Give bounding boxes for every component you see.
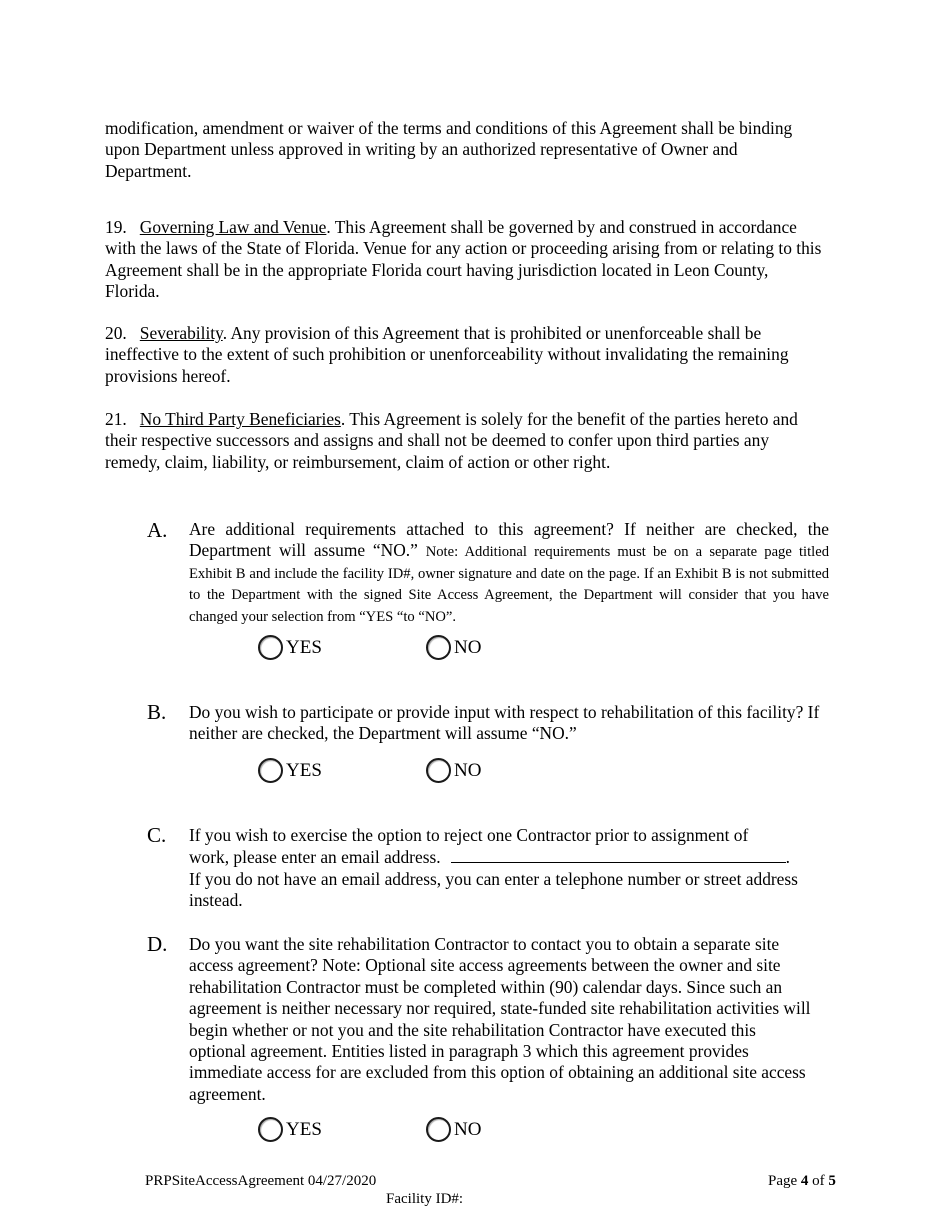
question-a-prompt: Are additional requirements attached to this agreement? If neither are checked, the Department will assume “NO.”: [189, 519, 829, 561]
section-number: 21.: [105, 409, 127, 429]
section-20: [105, 323, 825, 387]
email-input-line[interactable]: [451, 846, 786, 863]
question-c-text: [189, 825, 829, 912]
page-total: 5: [828, 1173, 836, 1189]
question-c-line3: If you do not have an email address, you can enter a telephone number or street address instead.: [189, 868, 798, 911]
question-c-line2: [189, 846, 829, 868]
blank-period: .: [785, 847, 790, 868]
page-of: of: [808, 1173, 829, 1189]
question-d-no-option[interactable]: [426, 1117, 481, 1142]
question-a-note: Note: Additional requirements must be on a separate page titled Exhibit B and include the facility ID#, owner signature and date on the page. If an Exhibit B is not submitted to the Department with the signed Site Access Agreement, the Department will consider that you have changed your selection from “YES “to “NO”.: [189, 544, 829, 625]
question-a-no-radio[interactable]: [426, 635, 451, 660]
question-c-line1: If you wish to exercise the option to reject one Contractor prior to assignment of: [189, 825, 749, 845]
section-heading: Severability: [139, 323, 223, 343]
section-heading: Governing Law and Venue: [139, 217, 327, 237]
section-text: . This Agreement is solely for the benefit of the parties hereto and their respective successors and assigns and shall not be deemed to confer upon third parties any remedy, claim, liability, or reimbursement, claim of action or other right.: [105, 409, 798, 472]
question-b-no-radio[interactable]: [426, 758, 451, 783]
no-label: NO: [454, 636, 482, 658]
question-b-yes-option[interactable]: [258, 758, 322, 783]
question-a-yes-radio[interactable]: [258, 635, 283, 660]
section-heading: No Third Party Beneficiaries: [139, 409, 341, 429]
question-b-no-option[interactable]: [426, 758, 481, 783]
section-number: 20.: [105, 323, 127, 343]
question-b-yes-radio[interactable]: [258, 758, 283, 783]
question-c-letter: C.: [147, 823, 167, 847]
question-d-yes-radio[interactable]: [258, 1117, 283, 1142]
section-19: [105, 217, 825, 303]
section-number: 19.: [105, 217, 127, 237]
section-text: . Any provision of this Agreement that is prohibited or unenforceable shall be ineffective to the extent of such prohibition or unenforceability without invalidating the remaining provisions hereof.: [105, 323, 789, 386]
question-a-no-option[interactable]: [426, 635, 481, 660]
yes-label: YES: [286, 636, 322, 658]
question-a-letter: A.: [147, 518, 168, 542]
question-a-text: [189, 519, 829, 626]
footer-doc-id: PRPSiteAccessAgreement 04/27/2020: [145, 1173, 377, 1189]
page-current: 4: [800, 1173, 809, 1189]
question-c-email-prompt: work, please enter an email address.: [189, 847, 441, 868]
footer-facility-id: Facility ID#:: [386, 1191, 464, 1207]
question-b-text: Do you wish to participate or provide input with respect to rehabilitation of this facility? If neither are checked, the Department will assume “NO.”: [189, 702, 820, 744]
yes-label: YES: [286, 1118, 322, 1140]
question-a-yes-option[interactable]: [258, 635, 322, 660]
yes-label: YES: [286, 759, 322, 781]
question-b-letter: B.: [147, 700, 167, 724]
no-label: NO: [454, 1118, 482, 1140]
question-d-no-radio[interactable]: [426, 1117, 451, 1142]
page-prefix: Page: [768, 1173, 801, 1189]
question-d-yes-option[interactable]: [258, 1117, 322, 1142]
no-label: NO: [454, 759, 482, 781]
continuation-paragraph: modification, amendment or waiver of the terms and conditions of this Agreement shall be binding upon Department unless approved in writing by an authorized representative of Owner and Department.: [105, 118, 793, 181]
question-d-letter: D.: [147, 932, 168, 956]
section-21: [105, 409, 825, 473]
section-text: . This Agreement shall be governed by and construed in accordance with the laws of the State of Florida. Venue for any action or proceeding arising from or relating to this Agreement shall be in the appropriate Florida court having jurisdiction located in Leon County, Florida.: [105, 217, 822, 302]
footer-page-number: [768, 1172, 836, 1190]
question-d-text: Do you want the site rehabilitation Contractor to contact you to obtain a separate site access agreement? Note: Optional site access agreements between the owner and site rehabilitation Contractor must be completed within (90) calendar days. Since such an agreement is neither necessary nor required, state-funded site rehabilitation activities will begin whether or not you and the site rehabilitation Contractor have executed this optional agreement. Entities listed in paragraph 3 which this agreement provides immediate access for are excluded from this option of obtaining an additional site access agreement.: [189, 934, 811, 1104]
